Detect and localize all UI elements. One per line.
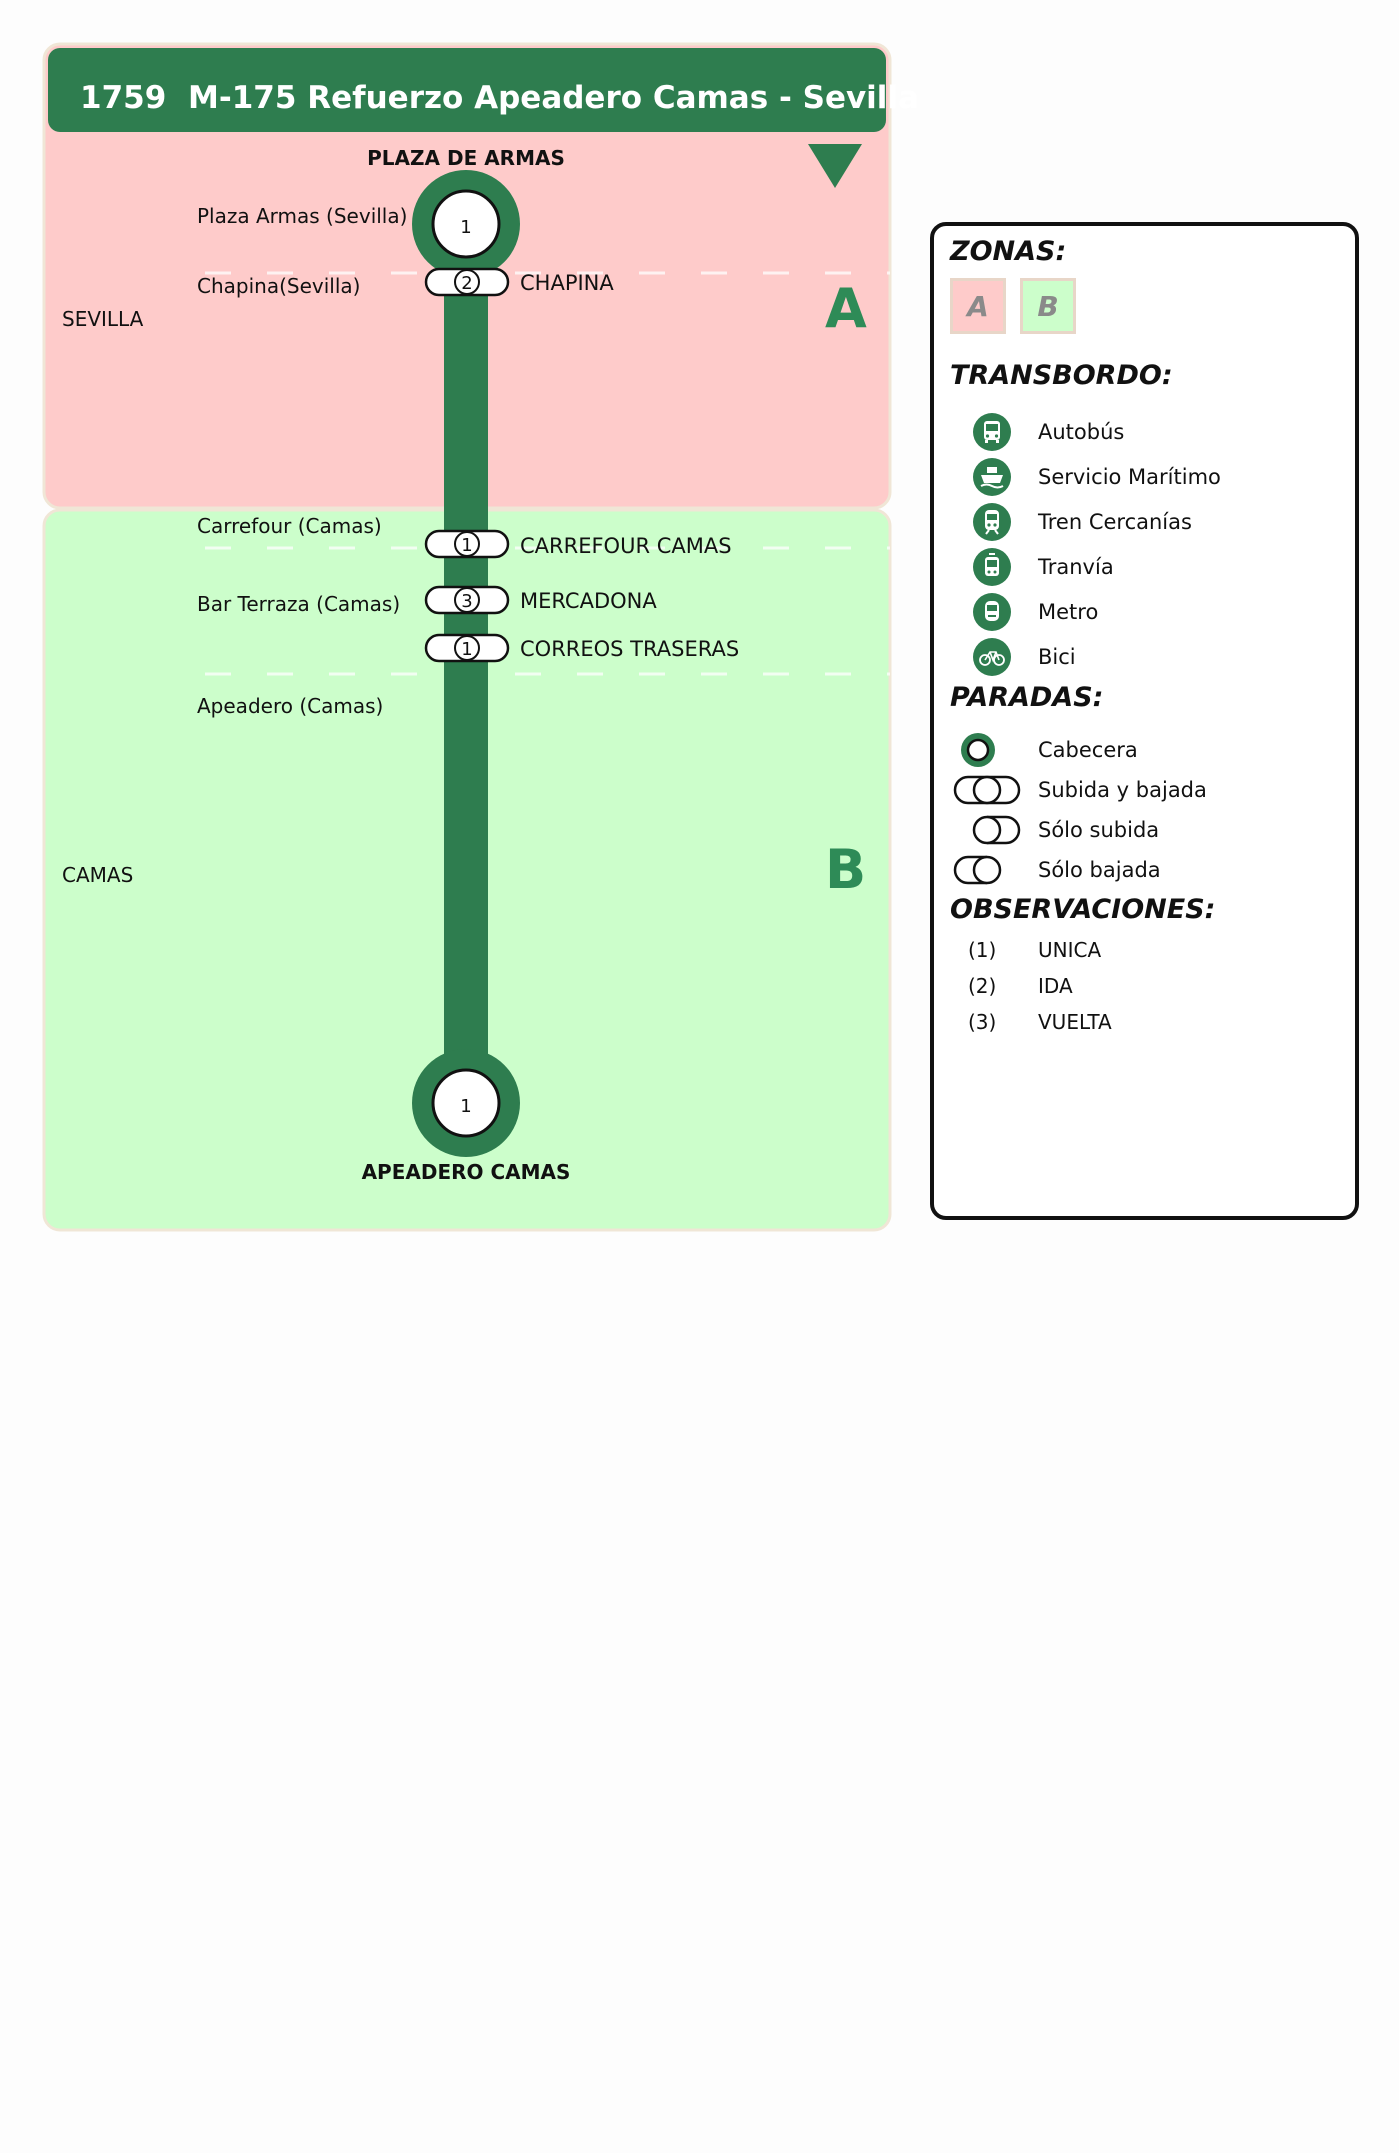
legend-label: Bici [1038,645,1076,669]
legend-obs-row [934,974,1355,1004]
stop-obs: 1 [461,535,473,556]
train-icon [972,502,1012,542]
alight-only-icon [952,850,1022,890]
terminal-bottom-obs: 1 [460,1096,472,1117]
legend-label: Autobús [1038,420,1125,444]
legend-obs-row [934,938,1355,968]
zone-b-letter: B [825,838,867,901]
board-only-icon [952,810,1022,850]
terminal-bottom-label: APEADERO CAMAS [361,1160,571,1184]
stop-obs: 3 [461,591,473,612]
legend-label: Sólo subida [1038,818,1160,842]
bus-icon [972,412,1012,452]
stop-name: Chapina(Sevilla) [197,274,361,298]
legend-label: Metro [1038,600,1099,624]
stop-name: Apeadero (Camas) [197,694,384,718]
terminal-stop-icon [958,730,998,770]
legend-label: Servicio Marítimo [1038,465,1221,489]
metro-icon [972,592,1012,632]
legend-row-solo-bajada [934,850,1355,890]
stop-code: MERCADONA [520,589,657,613]
terminal-top-obs: 1 [460,217,472,238]
legend-observaciones-title: OBSERVACIONES: [950,894,1216,925]
legend-label: Tren Cercanías [1038,510,1192,534]
board-alight-icon [952,770,1022,810]
ferry-icon [972,457,1012,497]
route-title: M-175 Refuerzo Apeadero Camas - Sevilla [188,80,919,116]
zone-a-municipality: SEVILLA [62,307,144,331]
legend-label: Cabecera [1038,738,1138,762]
obs-number: (1) [968,938,997,962]
legend-label: Tranvía [1038,555,1114,579]
legend-row-ferry [934,457,1355,497]
legend-panel [930,222,1359,1220]
legend-row-metro [934,592,1355,632]
legend-label: Sólo bajada [1038,858,1161,882]
legend-zone-a-chip: A [950,278,1006,334]
legend-label: Subida y bajada [1038,778,1207,802]
obs-number: (2) [968,974,997,998]
legend-row-bus [934,412,1355,452]
tram-icon [972,547,1012,587]
line-number: 1759 [80,80,167,116]
stop-obs: 2 [461,273,473,294]
zone-a-letter: A [825,277,867,340]
obs-text: IDA [1038,974,1073,998]
zone-b-municipality: CAMAS [62,863,134,887]
legend-row-train [934,502,1355,542]
legend-paradas-title: PARADAS: [950,682,1104,713]
legend-row-tram [934,547,1355,587]
obs-text: UNICA [1038,938,1102,962]
legend-row-subida-bajada [934,770,1355,810]
bike-icon [972,637,1012,677]
stop-name: Carrefour (Camas) [197,514,382,538]
legend-zonas-title: ZONAS: [950,236,1067,267]
obs-number: (3) [968,1010,997,1034]
legend-obs-row [934,1010,1355,1040]
terminal-top-label: PLAZA DE ARMAS [367,146,565,170]
stop-code: CHAPINA [520,271,614,295]
legend-zone-b-chip: B [1020,278,1076,334]
stop-name: Plaza Armas (Sevilla) [197,204,408,228]
legend-row-bike [934,637,1355,677]
stop-code: CORREOS TRASERAS [520,637,740,661]
obs-text: VUELTA [1038,1010,1112,1034]
stop-code: CARREFOUR CAMAS [520,534,732,558]
stop-name: Bar Terraza (Camas) [197,592,401,616]
legend-row-solo-subida [934,810,1355,850]
legend-row-cabecera [934,730,1355,770]
legend-transbordo-title: TRANSBORDO: [950,360,1173,391]
stop-obs: 1 [461,639,473,660]
